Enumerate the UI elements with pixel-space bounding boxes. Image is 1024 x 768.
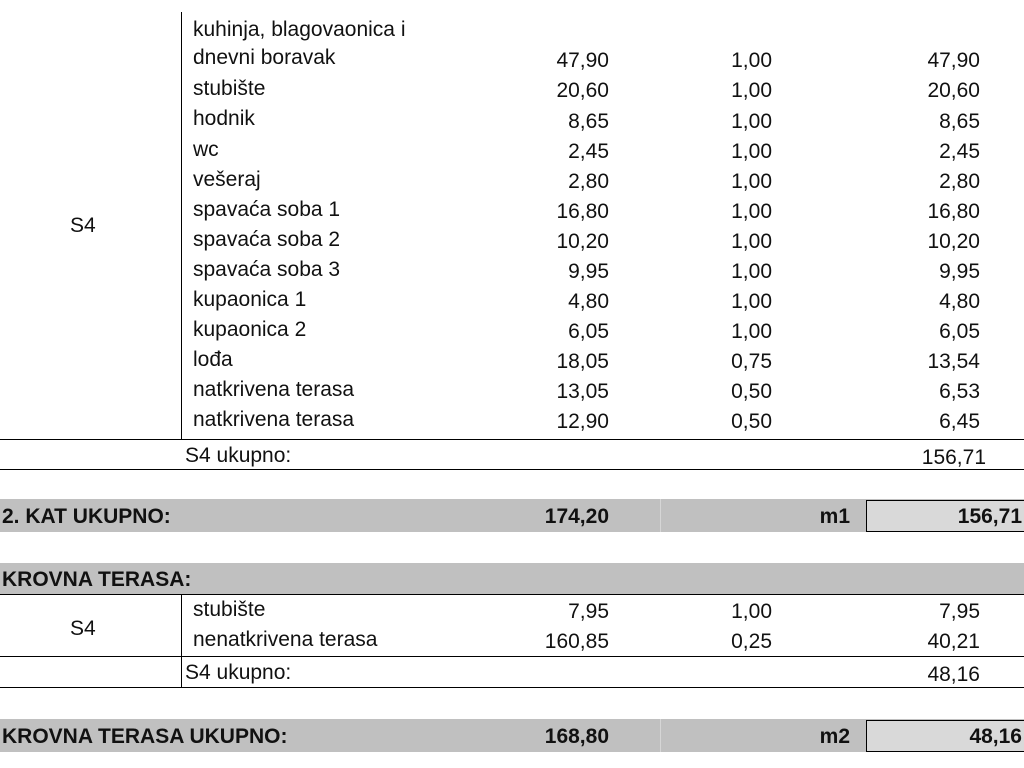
room-area: 4,80 — [568, 290, 609, 313]
kat-total-band — [0, 499, 1024, 532]
room-coef: 1,00 — [731, 110, 772, 133]
krovna-total-area: 168,80 — [544, 725, 609, 748]
room-coef: 1,00 — [731, 290, 772, 313]
room-result: 4,80 — [939, 290, 980, 313]
room-result: 47,90 — [927, 49, 980, 72]
band-cell-line — [660, 499, 661, 532]
room-name: stubište — [193, 77, 266, 100]
room-coef: 1,00 — [731, 260, 772, 283]
kat-total-label: 2. KAT UKUPNO: — [2, 505, 171, 528]
room-name: kupaonica 1 — [193, 288, 307, 311]
room-result: 40,21 — [927, 630, 980, 653]
room-result: 8,65 — [939, 110, 980, 133]
kat-total-value: 156,71 — [957, 505, 1022, 528]
room-area: 47,90 — [556, 49, 609, 72]
room-name: nenatkrivena terasa — [193, 628, 378, 651]
divider — [0, 687, 1024, 688]
room-coef: 1,00 — [731, 230, 772, 253]
room-area: 160,85 — [544, 630, 609, 653]
divider — [0, 594, 1024, 595]
room-coef: 1,00 — [731, 140, 772, 163]
room-coef: 0,25 — [731, 630, 772, 653]
room-result: 2,45 — [939, 140, 980, 163]
room-coef: 0,75 — [731, 350, 772, 373]
room-area: 6,05 — [568, 320, 609, 343]
divider — [0, 656, 1024, 657]
room-coef: 1,00 — [731, 170, 772, 193]
divider — [0, 439, 1024, 440]
room-area: 9,95 — [568, 260, 609, 283]
room-coef: 0,50 — [731, 380, 772, 403]
room-area: 20,60 — [556, 79, 609, 102]
divider — [0, 469, 1024, 470]
room-result: 10,20 — [927, 230, 980, 253]
krovna-header-band — [0, 563, 1024, 594]
band-cell-line — [660, 719, 661, 752]
group-label: S4 — [70, 214, 96, 237]
room-area: 2,45 — [568, 140, 609, 163]
room-coef: 1,00 — [731, 200, 772, 223]
room-area: 10,20 — [556, 230, 609, 253]
room-name: stubište — [193, 598, 266, 621]
subtotal-value: 156,71 — [921, 446, 986, 469]
room-coef: 1,00 — [731, 49, 772, 72]
room-name-line1: kuhinja, blagovaonica i — [193, 18, 406, 41]
room-area: 7,95 — [568, 600, 609, 623]
room-area: 16,80 — [556, 200, 609, 223]
room-area: 18,05 — [556, 350, 609, 373]
krovna-header: KROVNA TERASA: — [2, 568, 192, 591]
room-result: 16,80 — [927, 200, 980, 223]
krovna-total-unit: m2 — [819, 725, 850, 748]
room-name: spavaća soba 3 — [193, 258, 341, 281]
kat-total-unit: m1 — [819, 505, 850, 528]
room-area: 13,05 — [556, 380, 609, 403]
room-name: spavaća soba 2 — [193, 228, 341, 251]
krovna-total-label: KROVNA TERASA UKUPNO: — [2, 725, 288, 748]
room-area: 2,80 — [568, 170, 609, 193]
room-result: 6,05 — [939, 320, 980, 343]
room-coef: 0,50 — [731, 410, 772, 433]
room-name: spavaća soba 1 — [193, 198, 341, 221]
room-name: natkrivena terasa — [193, 408, 355, 431]
room-name: vešeraj — [193, 168, 261, 191]
room-coef: 1,00 — [731, 79, 772, 102]
room-coef: 1,00 — [731, 320, 772, 343]
group-divider — [181, 595, 182, 687]
room-coef: 1,00 — [731, 600, 772, 623]
room-name: hodnik — [193, 107, 255, 130]
subtotal-label: S4 ukupno: — [185, 444, 292, 467]
room-result: 7,95 — [939, 600, 980, 623]
group-divider — [181, 12, 182, 439]
kat-total-area: 174,20 — [544, 505, 609, 528]
room-result: 6,45 — [939, 410, 980, 433]
room-result: 20,60 — [927, 79, 980, 102]
group-label: S4 — [70, 617, 96, 640]
room-name-line2: dnevni boravak — [193, 46, 336, 69]
room-result: 9,95 — [939, 260, 980, 283]
room-area: 12,90 — [556, 410, 609, 433]
room-name: lođa — [193, 348, 233, 371]
room-result: 13,54 — [927, 350, 980, 373]
room-name: kupaonica 2 — [193, 318, 307, 341]
krovna-total-value: 48,16 — [969, 725, 1022, 748]
subtotal-label: S4 ukupno: — [185, 661, 292, 684]
subtotal-value: 48,16 — [927, 663, 980, 686]
room-name: natkrivena terasa — [193, 378, 355, 401]
krovna-total-band — [0, 719, 1024, 752]
room-result: 6,53 — [939, 380, 980, 403]
room-area: 8,65 — [568, 110, 609, 133]
room-name: wc — [193, 138, 219, 161]
room-result: 2,80 — [939, 170, 980, 193]
